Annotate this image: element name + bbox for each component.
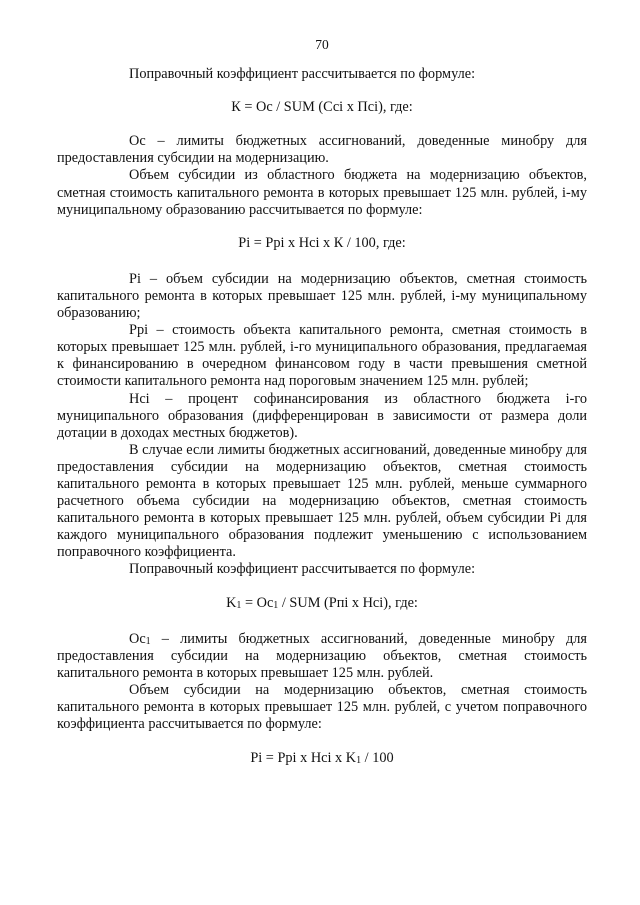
formula-intro-2: Поправочный коэффициент рассчитывается по формуле: [129, 561, 476, 578]
formula-k1-symbol: K [226, 594, 237, 611]
formula-correction-coefficient-k1 [57, 595, 587, 612]
oc1-subscript: 1 [145, 635, 151, 647]
formula-k1-oc: = Oc [241, 594, 274, 611]
formula-k1-subscript: 1 [236, 599, 242, 611]
paragraph-subsidy-volume-corrected: Объем субсидии на модернизацию объектов, сметная стоимость капитального ремонта в которых превышает 125 млн. рублей, с учетом поправочного коэффициента рассчитывается по формуле: [57, 681, 587, 733]
paragraph-ppi-definition: Ppi – стоимость объекта капитального ремонта, сметная стоимость в которых превышает 125 млн. рублей, i-го муниципального образования, предлагаемая к финансированию в очередном финансовом году в части превышения сметной стоимости капитального ремонта над пороговым значением 125 млн. рублей; [57, 322, 587, 390]
formula-intro: Поправочный коэффициент рассчитывается по формуле: [129, 66, 476, 83]
formula-subsidy-volume-corrected [57, 750, 587, 767]
formula-k1-rest: / SUM (Рпi х Hci), где: [278, 594, 418, 611]
paragraph-subsidy-volume: Объем субсидии из областного бюджета на модернизацию объектов, сметная стоимость капитального ремонта в которых превышает 125 млн. рублей, i-му муниципальному образованию рассчитывается по формуле: [57, 167, 587, 218]
paragraph-pi-definition: Pi – объем субсидии на модернизацию объектов, сметная стоимость капитального ремонта в которых превышает 125 млн. рублей, i-му муниципальному образованию; [57, 270, 587, 322]
formula-subsidy-volume: Pi = Ppi х Hci х К / 100, где: [238, 234, 406, 251]
paragraph-hci-definition: Hci – процент софинансирования из областного бюджета i-го муниципального образования (дифференцирован в зависимости от размера доли дотации в доходах местных бюджетов). [57, 390, 587, 441]
formula-correction-coefficient: К = Ос / SUM (Ссi х Пci), где: [231, 99, 413, 116]
paragraph-oc-definition: Ос – лимиты бюджетных ассигнований, доведенные минобру для предоставления субсидии на модернизацию. [57, 133, 587, 167]
paragraph-oc1-definition [57, 631, 587, 682]
oc1-text: – лимиты бюджетных ассигнований, доведенные минобру для предоставления субсидии на модернизацию объектов, сметная стоимость капитального ремонта в которых превышает 125 млн. рублей. [57, 630, 587, 681]
paragraph-limits-case: В случае если лимиты бюджетных ассигнований, доведенные минобру для предоставления субсидии на модернизацию объектов, сметная стоимость капитального ремонта в которых превышает 125 млн. рублей, меньше суммарного расчетного объема субсидии на модернизацию объектов, сметная стоимость капитального ремонта в которых превышает 125 млн. рублей, объем субсидии Pi для каждого муниципального образования подлежит уменьшению с использованием поправочного коэффициента. [57, 441, 587, 561]
formula-pi-lead: Pi = Ppi x Hci x K [250, 750, 357, 767]
formula-pi-tail: / 100 [361, 750, 394, 767]
formula-pi-subscript: 1 [356, 755, 362, 767]
page-number: 70 [315, 37, 329, 52]
formula-k1-oc-subscript: 1 [273, 599, 279, 611]
oc1-symbol: Oc [129, 630, 146, 647]
